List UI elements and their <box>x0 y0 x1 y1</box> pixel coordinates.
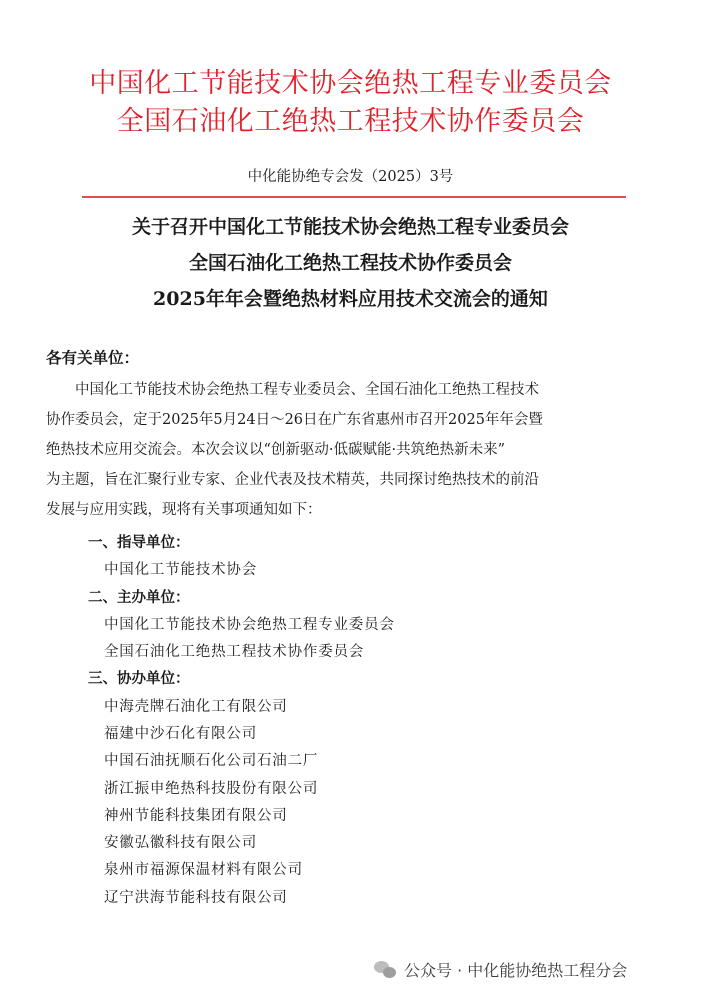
red-divider <box>82 196 626 198</box>
intro-line-5: 发展与应用实践，现将有关事项通知如下： <box>46 502 322 518</box>
intro-line-1: 中国化工节能技术协会绝热工程专业委员会、全国石油化工绝热工程技术 <box>75 382 539 398</box>
intro-line-3: 绝热技术应用交流会。本次会议以“创新驱动·低碳赋能·共筑绝热新未来” <box>46 442 506 458</box>
watermark-text: 公众号 · 中化能协绝热工程分会 <box>404 961 628 980</box>
section-item: 神州节能科技集团有限公司 <box>104 808 288 824</box>
section-heading-host: 二、主办单位： <box>88 589 190 606</box>
wechat-icon <box>374 960 398 980</box>
document-number: 中化能协绝专会发（2025）3号 <box>247 169 454 185</box>
section-heading-guidance: 一、指导单位： <box>88 534 190 551</box>
section-item: 安徽弘徽科技有限公司 <box>104 835 257 851</box>
section-item: 中海壳牌石油化工有限公司 <box>104 699 288 715</box>
notice-title-line-1: 关于召开中国化工节能技术协会绝热工程专业委员会 <box>131 216 569 238</box>
salutation: 各有关单位： <box>46 348 140 367</box>
section-heading-co-organizer: 三、协办单位： <box>88 670 190 687</box>
section-item: 中国化工节能技术协会绝热工程专业委员会 <box>104 617 395 633</box>
intro-line-2: 协作委员会，定于2025年5月24日～26日在广东省惠州市召开2025年年会暨 <box>46 412 543 428</box>
section-item: 福建中沙石化有限公司 <box>104 726 257 742</box>
wechat-watermark <box>374 958 627 981</box>
section-item: 中国石油抚顺石化公司石油二厂 <box>104 753 319 769</box>
issuer-name-2: 全国石油化工绝热工程技术协作委员会 <box>116 106 585 137</box>
section-item: 浙江振申绝热科技股份有限公司 <box>104 781 319 797</box>
section-item: 辽宁洪海节能科技有限公司 <box>104 890 288 906</box>
notice-title-line-3: 2025年年会暨绝热材料应用技术交流会的通知 <box>153 288 548 310</box>
section-item: 中国化工节能技术协会 <box>104 562 257 578</box>
intro-paragraph <box>46 375 631 525</box>
section-item: 泉州市福源保温材料有限公司 <box>104 862 303 878</box>
intro-line-4: 为主题，旨在汇聚行业专家、企业代表及技术精英，共同探讨绝热技术的前沿 <box>46 472 539 488</box>
notice-title-line-2: 全国石油化工绝热工程技术协作委员会 <box>188 252 512 274</box>
issuer-name-1: 中国化工节能技术协会绝热工程专业委员会 <box>89 68 612 99</box>
section-item: 全国石油化工绝热工程技术协作委员会 <box>104 644 365 660</box>
